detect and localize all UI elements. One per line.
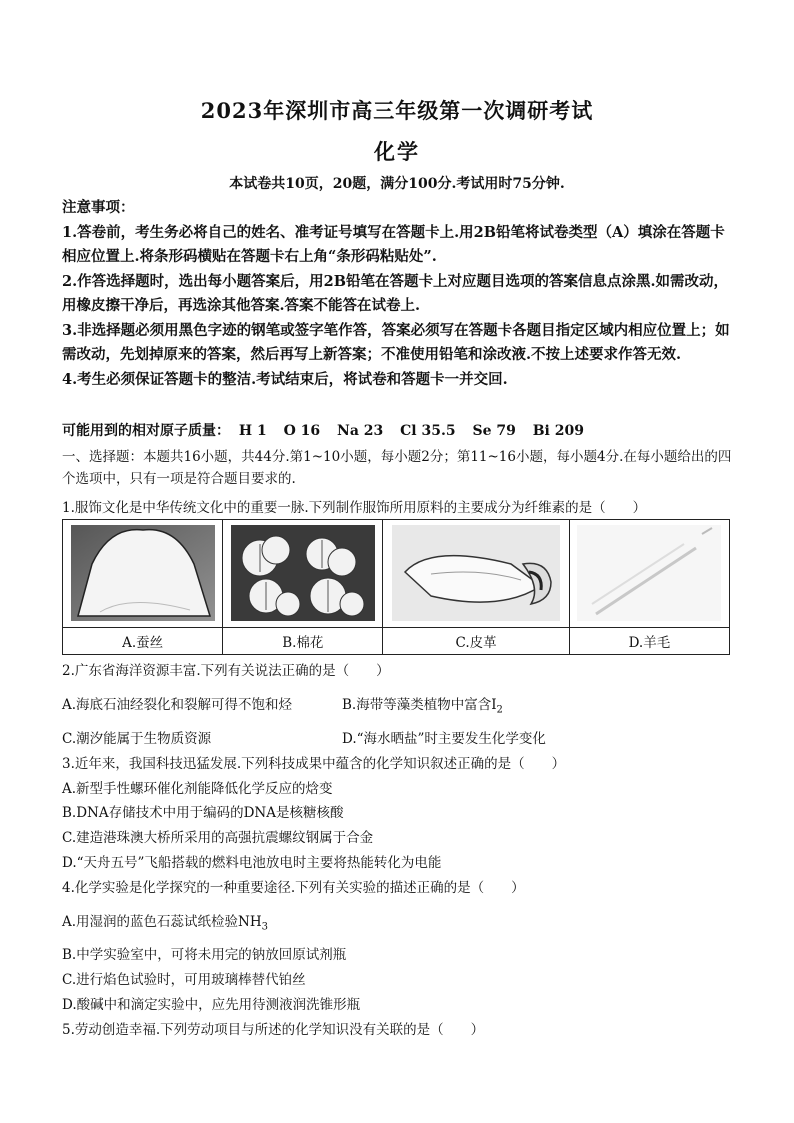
- question-1-stem: 1.服饰文化是中华传统文化中的重要一脉.下列制作服饰所用原料的主要成分为纤维素的是（ ）: [62, 500, 647, 516]
- atomic-mass-value: Na 23: [337, 423, 384, 439]
- option-a-caption: A.蚕丝: [63, 627, 223, 654]
- question-1-image-table: [62, 519, 730, 655]
- section-heading: 一、选择题：本题共16小题，共44分.第1~10小题，每小题2分；第11~16小题，每小题4分.在每小题给出的四个选项中，只有一项是符合题目要求的.: [62, 449, 732, 487]
- question-3-option-c: C.建造港珠澳大桥所采用的高强抗震螺纹钢属于合金: [62, 830, 374, 846]
- wool-image: [576, 524, 722, 622]
- cotton-image: [230, 524, 376, 622]
- question-3-option-a: A.新型手性螺环催化剂能降低化学反应的焓变: [62, 781, 333, 797]
- atomic-mass-label: 可能用到的相对原子质量：: [62, 423, 230, 439]
- image-cell: [63, 520, 223, 628]
- atomic-mass-value: O 16: [283, 423, 321, 439]
- atomic-mass-value: Se 79: [472, 423, 516, 439]
- atomic-mass-value: Cl 35.5: [400, 423, 456, 439]
- question-3-option-b: B.DNA存储技术中用于编码的DNA是核糖核酸: [62, 805, 344, 821]
- option-b-caption: B.棉花: [223, 627, 383, 654]
- question-2-option-b: [342, 693, 503, 716]
- notes-heading: 注意事项：: [62, 199, 135, 216]
- question-2-option-a: A.海底石油经裂化和裂解可得不饱和烃: [62, 697, 293, 713]
- image-cell: [223, 520, 383, 628]
- option-text: B.海带等藻类植物中富含I: [342, 697, 497, 713]
- silk-cocoon-image: [70, 524, 216, 622]
- question-4-option-a: [62, 910, 268, 933]
- leather-image: [391, 524, 561, 622]
- question-3-option-d: D.“天舟五号”飞船搭载的燃料电池放电时主要将热能转化为电能: [62, 855, 442, 871]
- exam-info: 本试卷共10页，20题，满分100分.考试用时75分钟.: [229, 176, 565, 192]
- question-4-option-c: C.进行焰色试验时，可用玻璃棒替代铂丝: [62, 972, 306, 988]
- question-2-option-c: C.潮汐能属于生物质资源: [62, 731, 212, 747]
- note-item: 3.非选择题必须用黑色字迹的钢笔或签字笔作答，答案必须写在答题卡各题目指定区域内相应位置上；如需改动，先划掉原来的答案，然后再写上新答案；不准使用铅笔和涂改液.不按上述要求作答无效.: [62, 321, 730, 363]
- question-2-stem: 2.广东省海洋资源丰富.下列有关说法正确的是（ ）: [62, 663, 390, 679]
- question-4-stem: 4.化学实验是化学探究的一种重要途径.下列有关实验的描述正确的是（ ）: [62, 880, 525, 896]
- image-cell: [383, 520, 569, 628]
- notes-section: [62, 196, 738, 392]
- atomic-mass-line: [62, 420, 738, 440]
- option-d-caption: D.羊毛: [569, 627, 729, 654]
- subscript: 3: [261, 921, 269, 933]
- subject-title: 化学: [374, 139, 420, 164]
- note-item: 1.答卷前，考生务必将自己的姓名、准考证号填写在答题卡上.用2B铅笔将试卷类型（A）填涂在答题卡相应位置上.将条形码横贴在答题卡右上角“条形码粘贴处”.: [62, 223, 725, 265]
- note-item: 4.考生必须保证答题卡的整洁.考试结束后，将试卷和答题卡一并交回.: [62, 370, 508, 388]
- exam-title: 2023年深圳市高三年级第一次调研考试: [200, 98, 594, 123]
- subscript: 2: [496, 704, 503, 716]
- question-2-option-d: D.“海水晒盐”时主要发生化学变化: [342, 731, 546, 747]
- atomic-mass-value: Bi 209: [532, 423, 584, 439]
- question-3-stem: 3.近年来，我国科技迅猛发展.下列科技成果中蕴含的化学知识叙述正确的是（ ）: [62, 756, 566, 772]
- note-item: 2.作答选择题时，选出每小题答案后，用2B铅笔在答题卡上对应题目选项的答案信息点涂黑.如需改动，用橡皮擦干净后，再选涂其他答案.答案不能答在试卷上.: [62, 272, 729, 314]
- question-5-stem: 5.劳动创造幸福.下列劳动项目与所述的化学知识没有关联的是（ ）: [62, 1022, 485, 1038]
- image-cell: [569, 520, 729, 628]
- question-4-option-d: D.酸碱中和滴定实验中，应先用待测液润洗锥形瓶: [62, 997, 361, 1013]
- option-text: A.用湿润的蓝色石蕊试纸检验NH: [62, 914, 262, 930]
- option-c-caption: C.皮革: [383, 627, 569, 654]
- question-4-option-b: B.中学实验室中，可将未用完的钠放回原试剂瓶: [62, 947, 347, 963]
- atomic-mass-value: H 1: [238, 423, 267, 439]
